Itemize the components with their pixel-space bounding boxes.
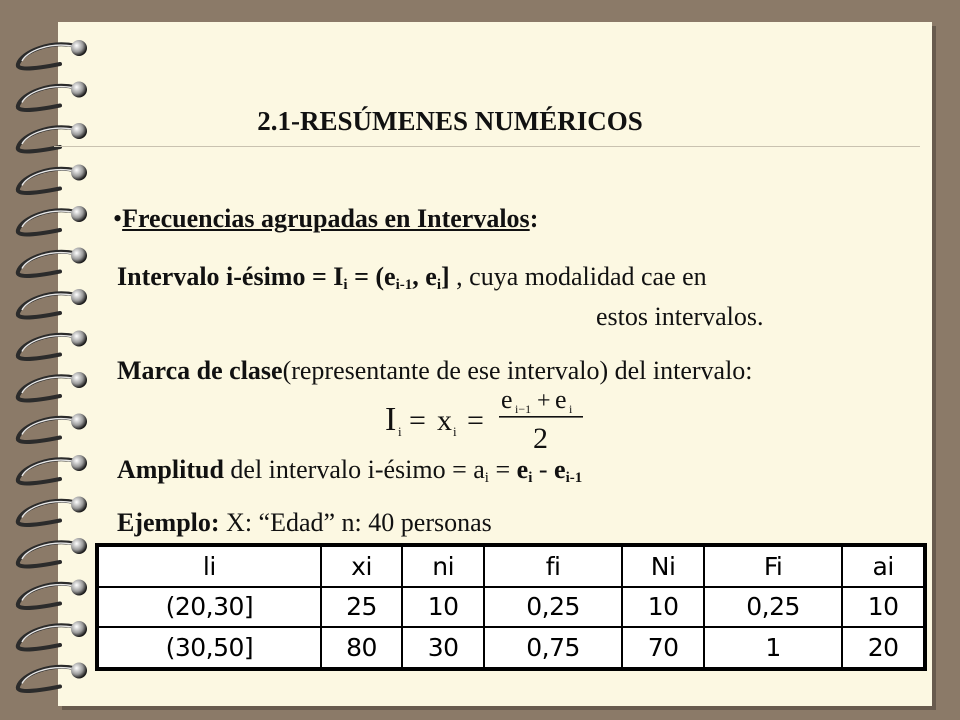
frequency-table — [95, 543, 927, 671]
table-cell: 80 — [321, 627, 403, 668]
spiral-ring — [71, 455, 87, 471]
header-ai: ai — [842, 546, 924, 587]
interval-sub-im1: i-1 — [395, 277, 413, 293]
amplitud-e2: e — [554, 455, 566, 484]
spiral-ring — [71, 663, 87, 679]
spiral-wire — [18, 667, 76, 691]
header-fi: fi — [484, 546, 622, 587]
interval-comma-e: , e — [412, 262, 437, 291]
spiral-wire — [18, 501, 76, 525]
spiral-ring — [71, 580, 87, 596]
amplitud-label: Amplitud — [117, 455, 224, 484]
amplitud-sub-e1: i — [528, 470, 533, 486]
formula-e2: e — [555, 388, 567, 414]
amplitud-e1: e — [516, 455, 529, 484]
spiral-wire — [18, 210, 76, 234]
table-cell: (20,30] — [98, 587, 321, 628]
table-cell: 30 — [402, 627, 484, 668]
page-title: 2.1-RESÚMENES NUMÉRICOS — [257, 106, 643, 136]
table-row — [98, 587, 924, 628]
amplitud-sub-a: i — [484, 470, 489, 486]
header-li: li — [98, 546, 321, 587]
header-ni: ni — [402, 546, 484, 587]
spiral-wire — [18, 293, 76, 317]
section-heading: Frecuencias agrupadas en Intervalos — [122, 204, 530, 233]
header-xi: xi — [321, 546, 403, 587]
table-cell: 20 — [842, 627, 924, 668]
spiral-ring — [71, 372, 87, 388]
marca-label: Marca de clase — [117, 356, 283, 385]
interval-eq-open: = (e — [347, 262, 396, 291]
table-cell: 25 — [321, 587, 403, 628]
heading-colon: : — [529, 204, 539, 233]
spiral-ring — [71, 331, 87, 347]
section-heading-line — [113, 204, 538, 234]
spiral-ring — [71, 538, 87, 554]
table-cell: 0,25 — [704, 587, 842, 628]
ejemplo-label: Ejemplo: — [117, 508, 220, 537]
table-cell: 10 — [622, 587, 704, 628]
spiral-ring — [71, 82, 87, 98]
spiral-ring — [71, 414, 87, 430]
table-row — [98, 627, 924, 668]
amplitud-sub-e2: i-1 — [565, 470, 583, 486]
spiral-wire — [18, 625, 76, 649]
table-cell: (30,50] — [98, 627, 321, 668]
ejemplo-rest: X: “Edad” n: 40 personas — [219, 508, 492, 537]
formula-x: x — [437, 404, 452, 437]
formula-denominator: 2 — [533, 422, 548, 454]
formula-sub-i: i — [569, 402, 573, 416]
table-cell: 10 — [402, 587, 484, 628]
spiral-ring — [71, 206, 87, 222]
header-Ni: Ni — [622, 546, 704, 587]
spiral-wire — [18, 335, 76, 359]
ejemplo-line — [117, 508, 492, 538]
formula-fraction-bar — [499, 416, 583, 418]
formula-eq-1: = — [409, 404, 426, 437]
amplitud-rest: del intervalo i-ésimo = a — [223, 455, 485, 484]
interval-sub-i2: i — [436, 277, 441, 293]
formula-e1: e — [501, 388, 513, 414]
marca-definition — [117, 356, 753, 386]
spiral-wire — [18, 584, 76, 608]
class-mark-formula — [385, 388, 615, 454]
header-Fi: Fi — [704, 546, 842, 587]
formula-eq-2: = — [467, 404, 484, 437]
spiral-wire — [18, 252, 76, 276]
spiral-wire — [18, 169, 76, 193]
table-cell: 10 — [842, 587, 924, 628]
spiral-wire — [18, 459, 76, 483]
spiral-ring — [71, 40, 87, 56]
table-cell: 0,75 — [484, 627, 622, 668]
spiral-wire — [18, 376, 76, 400]
interval-label: Intervalo i-ésimo = I — [117, 262, 344, 291]
formula-sub-im1: i−1 — [515, 402, 532, 416]
amplitud-eq: = — [488, 455, 517, 484]
spiral-ring — [71, 289, 87, 305]
spiral-ring — [71, 248, 87, 264]
spiral-wire — [18, 418, 76, 442]
formula-sub-1: i — [398, 424, 402, 439]
spiral-ring — [71, 497, 87, 513]
spiral-ring — [71, 165, 87, 181]
spiral-ring — [71, 621, 87, 637]
table-header-row — [98, 546, 924, 587]
spiral-wire — [18, 44, 76, 68]
title-divider — [54, 146, 920, 147]
interval-sub-i: i — [343, 277, 348, 293]
formula-plus: + — [537, 388, 551, 414]
table-cell: 1 — [704, 627, 842, 668]
table-cell: 70 — [622, 627, 704, 668]
interval-close: ] — [440, 262, 450, 291]
marca-rest: (representante de ese intervalo) del intervalo: — [282, 356, 753, 385]
amplitud-minus: - — [532, 455, 555, 484]
amplitud-definition — [117, 455, 582, 487]
spiral-wire — [18, 542, 76, 566]
interval-continuation: estos intervalos. — [596, 302, 764, 331]
formula-sub-2: i — [453, 424, 457, 439]
formula-I: I — [385, 401, 397, 438]
interval-rest: , cuya modalidad cae en — [449, 262, 707, 291]
table-cell: 0,25 — [484, 587, 622, 628]
bullet: • — [113, 204, 123, 233]
interval-definition — [117, 262, 707, 294]
